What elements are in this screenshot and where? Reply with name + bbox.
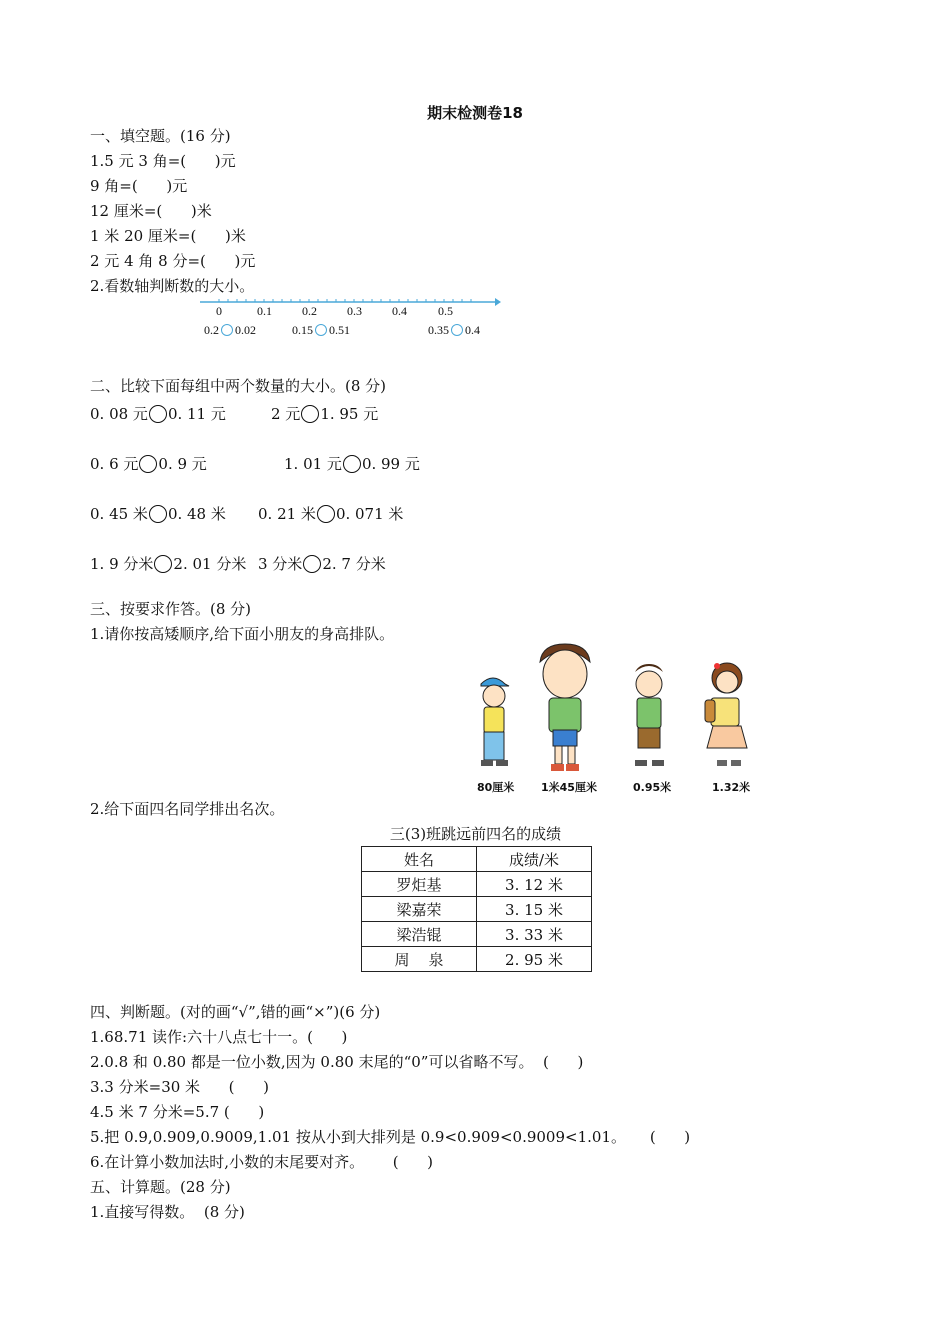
compare-right: 0.4 — [465, 323, 480, 337]
compare-right: 0.02 — [235, 323, 256, 337]
kid-height-label: 1.32米 — [712, 781, 751, 794]
answer-circle[interactable] — [317, 505, 335, 523]
compare-right: 0. 48 米 — [167, 505, 226, 523]
tick-label: 0.4 — [392, 304, 407, 318]
answer-circle[interactable] — [154, 555, 172, 573]
compare-right: 2. 01 分米 — [173, 555, 247, 573]
compare-right: 0.51 — [329, 323, 350, 337]
kid-2-figure — [540, 644, 590, 771]
compare-right: 0. 071 米 — [335, 505, 404, 523]
table-cell: 3. 33 米 — [477, 922, 592, 947]
compare-left: 0.15 — [292, 323, 313, 337]
judge-item-1: 1.68.71 读作:六十八点七十一。( ) — [90, 1028, 348, 1046]
page-title: 期末检测卷18 — [427, 104, 523, 122]
table-cell: 罗炬基 — [362, 872, 477, 897]
compare-row — [284, 454, 420, 474]
table-row — [362, 897, 592, 922]
compare-left: 1. 01 元 — [284, 455, 342, 473]
answer-circle[interactable] — [221, 324, 233, 336]
section-4-heading: 四、判断题。(对的画“√”,错的画“×”)(6 分) — [90, 1003, 381, 1021]
compare-left: 0.35 — [428, 323, 449, 337]
kid-3-figure — [635, 664, 664, 766]
compare-right: 0. 99 元 — [361, 455, 420, 473]
table-header-cell: 成绩/米 — [477, 847, 592, 872]
section-1-heading: 一、填空题。(16 分) — [90, 127, 231, 145]
table-cell: 梁浩锟 — [362, 922, 477, 947]
ranking-question: 2.给下面四名同学排出名次。 — [90, 800, 285, 818]
answer-circle[interactable] — [301, 405, 319, 423]
compare-pair — [204, 323, 256, 338]
table-row — [362, 922, 592, 947]
compare-right: 0. 11 元 — [167, 405, 226, 423]
table-header-cell: 姓名 — [362, 847, 477, 872]
answer-circle[interactable] — [303, 555, 321, 573]
kid-height-label: 0.95米 — [633, 781, 672, 794]
section-5-heading: 五、计算题。(28 分) — [90, 1178, 231, 1196]
tick-label: 0.5 — [438, 304, 453, 318]
compare-left: 2 元 — [271, 405, 301, 423]
compare-row — [90, 504, 226, 524]
fill-item-4: 1 米 20 厘米=( )米 — [90, 227, 246, 245]
table-cell: 3. 12 米 — [477, 872, 592, 897]
answer-circle[interactable] — [451, 324, 463, 336]
table-caption: 三(3)班跳远前四名的成绩 — [389, 825, 562, 843]
table-cell: 梁嘉荣 — [362, 897, 477, 922]
height-order-question: 1.请你按高矮顺序,给下面小朋友的身高排队。 — [90, 625, 395, 643]
compare-pair — [292, 323, 350, 338]
fill-item-1: 1.5 元 3 角=( )元 — [90, 152, 236, 170]
score-table — [361, 846, 592, 972]
section-3-heading: 三、按要求作答。(8 分) — [90, 600, 252, 618]
compare-right: 0. 9 元 — [158, 455, 207, 473]
compare-row — [90, 454, 207, 474]
compare-row — [271, 404, 378, 424]
answer-circle[interactable] — [149, 505, 167, 523]
fill-item-2: 9 角=( )元 — [90, 177, 188, 195]
compare-pair — [428, 323, 480, 338]
table-header-row — [362, 847, 592, 872]
answer-circle[interactable] — [343, 455, 361, 473]
judge-item-4: 4.5 米 7 分米=5.7 ( ) — [90, 1103, 265, 1121]
compare-right: 1. 95 元 — [320, 405, 379, 423]
table-row — [362, 947, 592, 972]
compare-left: 0. 21 米 — [258, 505, 316, 523]
tick-label: 0.2 — [302, 304, 317, 318]
compare-left: 0. 6 元 — [90, 455, 139, 473]
compare-row — [258, 554, 386, 574]
compare-right: 2. 7 分米 — [322, 555, 386, 573]
fill-item-3: 12 厘米=( )米 — [90, 202, 212, 220]
kid-4-figure — [705, 663, 747, 766]
compare-left: 3 分米 — [258, 555, 303, 573]
number-line-question: 2.看数轴判断数的大小。 — [90, 277, 255, 295]
table-row — [362, 872, 592, 897]
compare-row — [258, 504, 403, 524]
compare-row — [90, 404, 226, 424]
judge-item-5: 5.把 0.9,0.909,0.9009,1.01 按从小到大排列是 0.9<0.909<0.9009<1.01。 ( ) — [90, 1128, 691, 1146]
compare-left: 0. 45 米 — [90, 505, 148, 523]
calc-question-1: 1.直接写得数。 (8 分) — [90, 1203, 245, 1221]
fill-item-5: 2 元 4 角 8 分=( )元 — [90, 252, 256, 270]
judge-item-2: 2.0.8 和 0.80 都是一位小数,因为 0.80 末尾的“0”可以省略不写。 ( ) — [90, 1053, 584, 1071]
answer-circle[interactable] — [315, 324, 327, 336]
section-2-heading: 二、比较下面每组中两个数量的大小。(8 分) — [90, 377, 387, 395]
tick-label: 0.1 — [257, 304, 272, 318]
compare-left: 0.2 — [204, 323, 219, 337]
kid-height-label: 80厘米 — [477, 781, 515, 794]
compare-left: 0. 08 元 — [90, 405, 148, 423]
kids-illustration — [465, 640, 765, 778]
compare-row — [90, 554, 246, 574]
answer-circle[interactable] — [139, 455, 157, 473]
table-cell: 周 泉 — [362, 947, 477, 972]
kid-height-label: 1米45厘米 — [541, 781, 597, 794]
tick-label: 0.3 — [347, 304, 362, 318]
compare-left: 1. 9 分米 — [90, 555, 154, 573]
judge-item-6: 6.在计算小数加法时,小数的末尾要对齐。 ( ) — [90, 1153, 434, 1171]
table-cell: 2. 95 米 — [477, 947, 592, 972]
tick-label: 0 — [216, 304, 222, 318]
kid-1-figure — [481, 678, 509, 766]
judge-item-3: 3.3 分米=30 米 ( ) — [90, 1078, 269, 1096]
table-cell: 3. 15 米 — [477, 897, 592, 922]
answer-circle[interactable] — [149, 405, 167, 423]
